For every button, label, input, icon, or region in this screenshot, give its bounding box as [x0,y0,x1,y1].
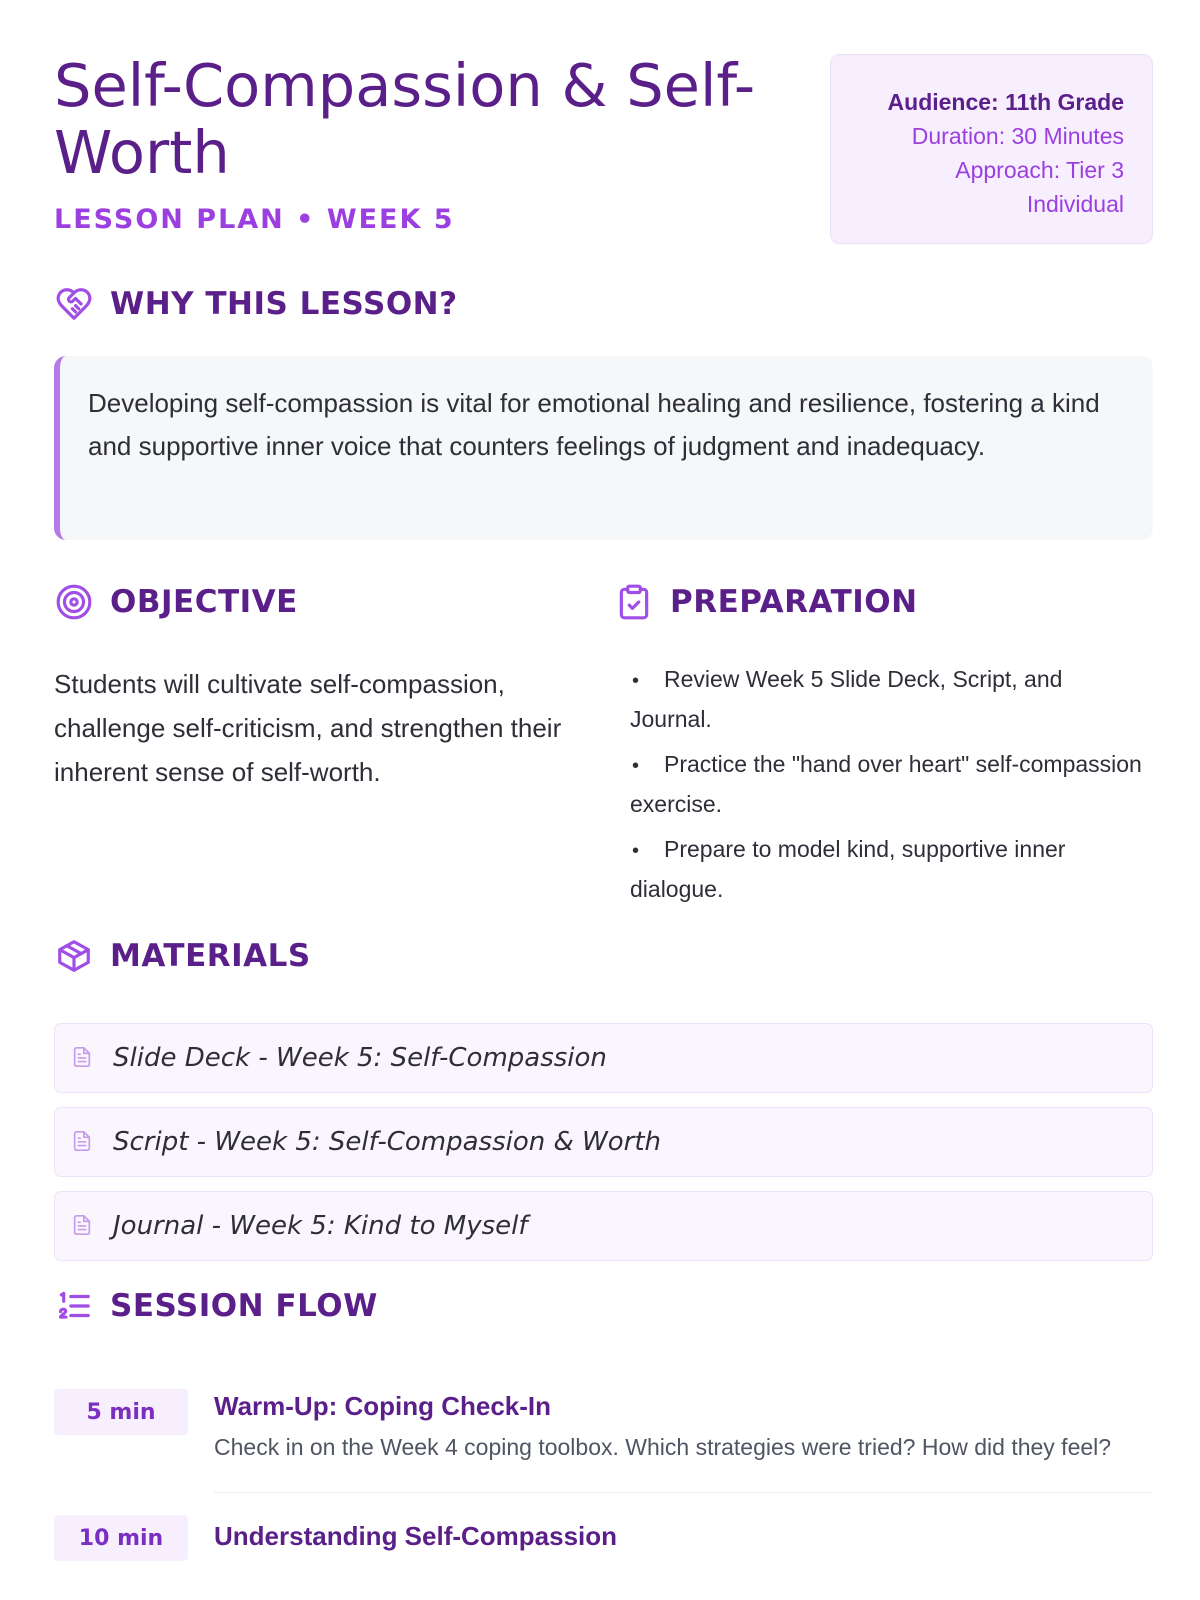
why-text: Developing self-compassion is vital for emotional healing and resilience, fostering a kind and supportive inner voice that counters feelings of judgment and inadequacy. [88,388,1100,461]
material-label: Slide Deck - Week 5: Self-Compassion [113,1043,607,1073]
why-callout [54,356,1153,540]
package-icon [54,936,94,976]
why-section-heading [54,284,458,324]
numbered-list-icon [54,1286,94,1326]
preparation-heading: PREPARATION [670,584,918,620]
material-label: Journal - Week 5: Kind to Myself [113,1211,528,1241]
target-icon [54,582,94,622]
step-title: Warm-Up: Coping Check-In [214,1391,552,1421]
lesson-meta-card [830,54,1153,244]
list-item: • Review Week 5 Slide Deck, Script, and Journal. [630,666,1063,732]
document-icon [71,1212,95,1240]
heart-handshake-icon [54,284,94,324]
step-divider [214,1492,1153,1493]
material-link-journal[interactable] [54,1191,1153,1261]
materials-section-heading [54,936,311,976]
list-item: • Practice the "hand over heart" self-compassion exercise. [630,751,1142,817]
lesson-header [54,52,774,235]
session-flow-heading: SESSION FLOW [110,1288,378,1324]
preparation-list [630,660,1150,915]
audience-label: Audience: 11th Grade [887,89,1124,115]
preparation-section-heading [614,582,918,622]
step-title: Understanding Self-Compassion [214,1521,618,1551]
page-title: Self-Compassion & Self-Worth [54,51,756,187]
objective-heading: OBJECTIVE [110,584,298,620]
objective-text: Students will cultivate self-compassion, challenge self-criticism, and strengthen their inherent sense of self-worth. [54,669,562,787]
approach-label-continued: Individual [1026,191,1124,217]
session-step [54,1389,1153,1464]
material-link-script[interactable] [54,1107,1153,1177]
objective-section-heading [54,582,298,622]
duration-badge: 10 min [54,1515,188,1561]
why-heading: WHY THIS LESSON? [110,286,458,322]
session-flow-list [54,1389,1153,1553]
clipboard-check-icon [614,582,654,622]
duration-label: Duration: 30 Minutes [911,123,1124,149]
material-link-slide-deck[interactable] [54,1023,1153,1093]
document-icon [71,1128,95,1156]
material-label: Script - Week 5: Self-Compassion & Worth [113,1127,662,1157]
page-subtitle: LESSON PLAN • WEEK 5 [54,204,455,235]
document-icon [71,1044,95,1072]
approach-label: Approach: Tier 3 [955,157,1124,183]
materials-list [54,1023,1153,1275]
session-flow-section-heading [54,1286,378,1326]
materials-heading: MATERIALS [110,938,311,974]
session-step [54,1519,1153,1553]
step-description: Check in on the Week 4 coping toolbox. Which strategies were tried? How did they feel? [214,1434,1112,1460]
duration-badge: 5 min [54,1389,188,1435]
list-item: • Prepare to model kind, supportive inner dialogue. [630,836,1066,902]
